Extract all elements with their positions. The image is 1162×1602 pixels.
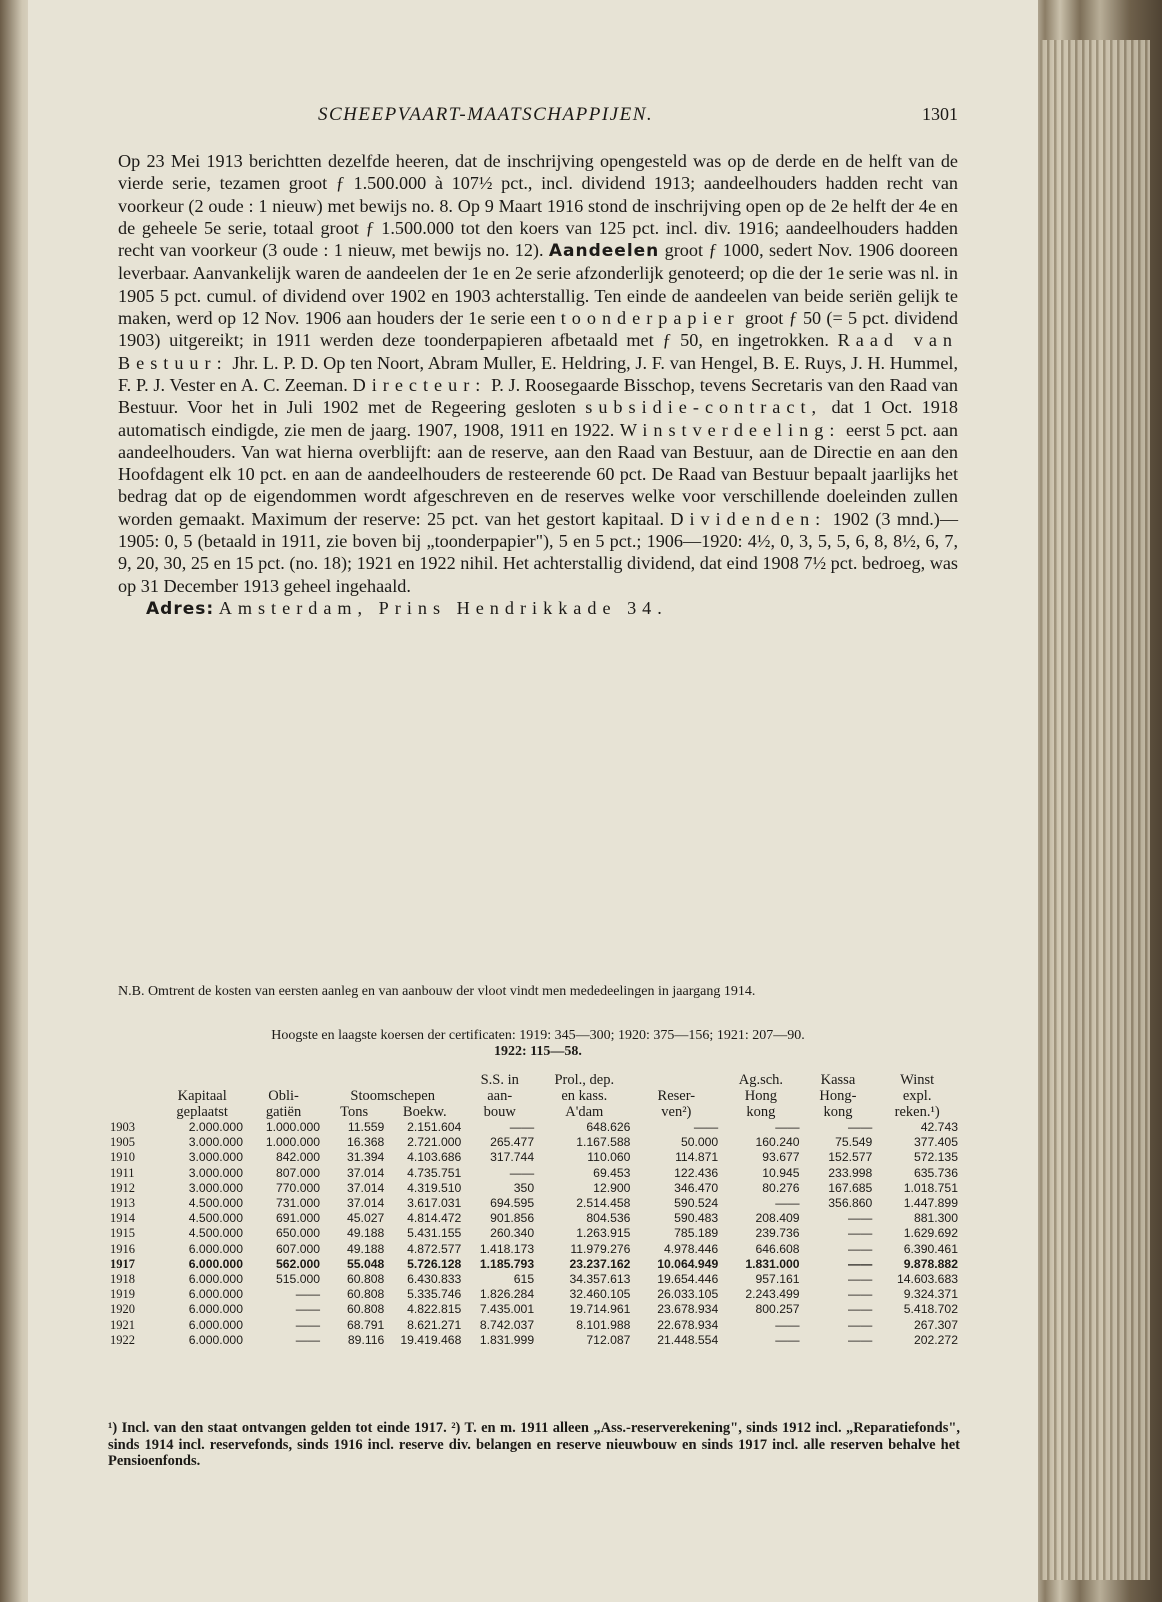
col-tons-header: Tons (340, 1104, 369, 1120)
cell-prol: 8.101.988 (576, 1317, 631, 1332)
cell-kas: —— (847, 1256, 873, 1271)
cell-year: 1905 (110, 1135, 135, 1150)
cell-tons: 37.014 (347, 1165, 385, 1180)
cell-kap: 4.500.000 (188, 1196, 243, 1211)
cell-winst: 1.018.751 (903, 1180, 958, 1195)
cell-ag: 800.257 (755, 1302, 800, 1317)
cell-kas: 167.685 (828, 1180, 873, 1195)
cell-ss: 1.418.173 (479, 1241, 535, 1256)
label-adres: Adres: (146, 598, 215, 619)
text-p1f: dat 1 Oct. 1918 automatisch eindigde, zie men de jaarg. 1907, 1908, 1911 en 1922. (118, 397, 959, 440)
cell-ag: 646.608 (755, 1241, 800, 1256)
cell-boekw: 4.103.686 (407, 1150, 462, 1165)
cell-obl: 1.000.000 (265, 1120, 321, 1134)
cell-tons: 45.027 (347, 1211, 385, 1226)
cell-res: 22.678.934 (657, 1317, 719, 1332)
cell-ag: 208.409 (755, 1211, 800, 1226)
cell-prol: 32.460.105 (569, 1287, 631, 1302)
cell-boekw: 3.617.031 (407, 1196, 462, 1211)
cell-res: 785.189 (674, 1226, 719, 1241)
col-kas-header-3: kong (823, 1104, 853, 1120)
cell-prol: 712.087 (586, 1332, 631, 1347)
cell-ss: 694.595 (490, 1196, 535, 1211)
address-value: Amsterdam, Prins Hendrikkade 34. (218, 597, 668, 618)
cell-res: 50.000 (680, 1135, 719, 1150)
cell-obl: —— (295, 1332, 321, 1347)
footnote-2-text: ²) T. en m. 1911 alleen „Ass.-reserverekening", sinds 1912 incl. „Reparatiefonds", sinds 1914 incl. reservefonds, sinds 1916 incl. reserve div. belangen en reserve nieuwbouw en sinds 1917 incl. alle reserven behalve het Pensioenfonds. (108, 1420, 961, 1469)
col-prol-header-3: A'dam (565, 1104, 604, 1120)
cell-prol: 1.263.915 (576, 1226, 631, 1241)
table-row (108, 1242, 960, 1257)
col-ag-header-2: Hong (744, 1088, 777, 1104)
cell-kas: —— (847, 1211, 873, 1226)
cell-res: 590.483 (674, 1211, 719, 1226)
table-row (108, 1196, 960, 1211)
cell-kas: —— (847, 1226, 873, 1241)
col-winst-header-2: expl. (902, 1088, 932, 1104)
cell-obl: 650.000 (276, 1226, 321, 1241)
label-toonderpapier: toonderpapier (560, 308, 740, 329)
cell-boekw: 6.430.833 (407, 1272, 462, 1287)
text-p1c: groot ƒ 50 (= 5 pct. dividend 1903) uitgereikt; in 1911 werden deze toonderpapieren afbetaald met ƒ 50, en ingetrokken. (118, 308, 959, 351)
cell-ss: 1.826.284 (479, 1287, 535, 1302)
cell-year: 1912 (110, 1180, 135, 1195)
cell-kap: 4.500.000 (188, 1211, 243, 1226)
table-row (108, 1272, 960, 1287)
table-header-row-3 (108, 1104, 960, 1120)
address-line (118, 597, 958, 620)
cell-winst: 42.743 (920, 1120, 958, 1134)
col-stoomschepen-header: Stoomschepen (350, 1088, 435, 1104)
cell-res: 590.524 (674, 1196, 719, 1211)
table-row (108, 1181, 960, 1196)
table-row (108, 1318, 960, 1333)
cell-res: 10.064.949 (657, 1256, 719, 1271)
cell-ss: 615 (513, 1272, 535, 1287)
text-p1g: eerst 5 pct. aan aandeelhouders. Van wat hierna overblijft: aan de reserve, aan den Raad van Bestuur, aan de Directie en aan den Hoofdagent elk 10 pct. en aan de aandeelhouders de resteerende 60 pct. De Raad van Bestuur bepaalt jaarlijks het bedrag dat op de eigendommen wordt afgeschreven en de reserves welke voor verschillende doeleinden zullen worden gemaakt. Maximum der reserve: 25 pct. van het gestort kapitaal. (118, 419, 959, 529)
cell-res: 19.654.446 (657, 1272, 719, 1287)
cell-res: 26.033.105 (657, 1287, 719, 1302)
cell-winst: 202.272 (913, 1332, 958, 1347)
cell-year: 1914 (110, 1211, 135, 1226)
cell-res: —— (693, 1120, 719, 1134)
col-prol-header-2: en kass. (561, 1088, 608, 1104)
cell-kap: 6.000.000 (188, 1241, 243, 1256)
cell-kap: 3.000.000 (188, 1180, 243, 1195)
cell-obl: 515.000 (276, 1272, 321, 1287)
cell-kas: —— (847, 1302, 873, 1317)
label-subsidie-contract: subsidie-contract, (585, 397, 823, 418)
cell-boekw: 5.335.746 (407, 1287, 462, 1302)
cell-boekw: 4.319.510 (407, 1180, 462, 1195)
cell-tons: 37.014 (347, 1180, 385, 1195)
cell-prol: 34.357.613 (569, 1272, 631, 1287)
table-header-row-1 (108, 1072, 960, 1088)
col-winst-header-1: Winst (900, 1072, 935, 1088)
cell-winst: 1.447.899 (903, 1196, 958, 1211)
cell-winst: 635.736 (913, 1165, 958, 1180)
financial-table (108, 1072, 960, 1348)
cell-kas: —— (847, 1287, 873, 1302)
cell-winst: 881.300 (913, 1211, 958, 1226)
col-obligatien-header-1: Obli- (268, 1088, 299, 1104)
cell-obl: 562.000 (276, 1256, 321, 1271)
col-ag-header-3: kong (746, 1104, 776, 1120)
cell-winst: 6.390.461 (903, 1241, 958, 1256)
cell-tons: 11.559 (347, 1120, 385, 1134)
cell-year: 1916 (110, 1241, 135, 1256)
cell-ag: —— (775, 1196, 800, 1211)
cell-tons: 49.188 (347, 1226, 385, 1241)
cell-ag: —— (775, 1317, 800, 1332)
cell-boekw: 8.621.271 (407, 1317, 462, 1332)
label-dividenden: Dividenden: (670, 508, 827, 529)
body-text (118, 150, 958, 620)
col-winst-header-3: reken.¹) (894, 1104, 940, 1120)
cell-obl: —— (295, 1302, 321, 1317)
cell-tons: 31.394 (347, 1150, 385, 1165)
cell-ss: 265.477 (490, 1135, 535, 1150)
cell-winst: 572.135 (913, 1150, 958, 1165)
running-title: SCHEEPVAART-MAATSCHAPPIJEN. (318, 104, 654, 125)
cell-prol: 11.979.276 (570, 1241, 631, 1256)
cell-obl: 691.000 (276, 1211, 321, 1226)
cell-ss: 8.742.037 (479, 1317, 535, 1332)
cell-res: 122.436 (674, 1165, 719, 1180)
cell-res: 4.978.446 (663, 1241, 719, 1256)
cell-kap: 3.000.000 (188, 1165, 243, 1180)
table-row (108, 1226, 960, 1241)
cell-boekw: 4.814.472 (407, 1211, 462, 1226)
cell-prol: 804.536 (586, 1211, 631, 1226)
cell-kap: 6.000.000 (188, 1317, 243, 1332)
col-kapitaal-header-1: Kapitaal (177, 1088, 227, 1104)
cell-prol: 648.626 (586, 1120, 631, 1134)
cell-boekw: 5.431.155 (407, 1226, 462, 1241)
col-ss-header-1: S.S. in (480, 1072, 519, 1088)
price-range-line-2: 1922: 115—58. (494, 1044, 582, 1059)
cell-kap: 2.000.000 (188, 1120, 243, 1134)
cell-prol: 69.453 (593, 1165, 631, 1180)
cell-boekw: 19.419.468 (400, 1332, 462, 1347)
cell-tons: 37.014 (347, 1196, 385, 1211)
label-aandeelen: Aandeelen (548, 241, 660, 262)
table-row (108, 1166, 960, 1181)
cell-tons: 60.808 (347, 1272, 385, 1287)
cell-obl: 607.000 (276, 1241, 321, 1256)
table-row (108, 1120, 960, 1135)
cell-ag: —— (775, 1120, 800, 1134)
label-raad-van-bestuur: Raad van Bestuur: (118, 330, 958, 373)
cell-year: 1910 (110, 1150, 135, 1165)
col-reserven-header-1: Reser- (657, 1088, 696, 1104)
cell-obl: 807.000 (276, 1165, 321, 1180)
cell-boekw: 2.721.000 (407, 1135, 462, 1150)
cell-kap: 4.500.000 (188, 1226, 243, 1241)
text-p1h: 1902 (3 mnd.)—1905: 0, 5 (betaald in 1911, zie boven bij „toonderpapier"), 5 en 5 pct.; 1906—1920: 4½, 0, 3, 5, 5, 6, 8, 8½, 6, 7, 9, 20, 30, 25 en 15 pct. (no. 18); 1921 en 1922 nihil. Het achterstallig dividend, dat eind 1908 7½ pct. bedroeg, was op 31 December 1913 geheel ingehaald. (118, 508, 959, 596)
cell-prol: 19.714.961 (569, 1302, 631, 1317)
text-p1d: Jhr. L. P. D. Op ten Noort, Abram Muller, E. Heldring, J. F. van Hengel, B. E. Ruys, J. H. Hummel, F. P. J. Vester en A. C. Zeeman. (118, 352, 958, 395)
cell-year: 1913 (110, 1196, 135, 1211)
cell-boekw: 4.735.751 (407, 1165, 462, 1180)
col-obligatien-header-2: gatiën (265, 1104, 302, 1120)
cell-ss: 1.831.999 (479, 1332, 535, 1347)
cell-boekw: 4.822.815 (407, 1302, 462, 1317)
cell-obl: 1.000.000 (265, 1135, 321, 1150)
footnote-1-text: ¹) Incl. van den staat ontvangen gelden tot einde 1917. (108, 1420, 447, 1436)
cell-obl: 770.000 (276, 1180, 321, 1195)
cell-tons: 60.808 (347, 1287, 385, 1302)
cell-kas: 233.998 (828, 1165, 873, 1180)
cell-year: 1921 (110, 1317, 135, 1332)
table-row (108, 1211, 960, 1226)
cell-ss: 260.340 (490, 1226, 535, 1241)
cell-winst: 1.629.692 (903, 1226, 958, 1241)
table-row (108, 1150, 960, 1165)
cell-kas: 356.860 (828, 1196, 873, 1211)
text-p1b: groot ƒ 1000, sedert Nov. 1906 dooreen leverbaar. Aanvankelijk waren de aandeelen der 1e en 2e serie afzonderlijk genoteerd; op die der 1e serie was nl. in 1905 5 pct. cumul. of dividend over 1902 en 1903 achterstallig. Ten einde de aandeelen van beide seriën gelijk te maken, werd op 12 Nov. 1906 aan houders der 1e serie een (118, 240, 958, 329)
cell-prol: 2.514.458 (576, 1196, 631, 1211)
cell-year: 1915 (110, 1226, 135, 1241)
cell-obl: 842.000 (276, 1150, 321, 1165)
cell-kas: 75.549 (835, 1135, 873, 1150)
cell-tons: 16.368 (347, 1135, 385, 1150)
cell-ag: 80.276 (762, 1180, 800, 1195)
cell-res: 21.448.554 (657, 1332, 719, 1347)
cell-year: 1922 (110, 1332, 135, 1347)
table-row (108, 1135, 960, 1150)
cell-tons: 60.808 (347, 1302, 385, 1317)
cell-kap: 6.000.000 (188, 1302, 243, 1317)
cell-kap: 6.000.000 (188, 1332, 243, 1347)
table-row (108, 1257, 960, 1272)
col-kapitaal-header-2: geplaatst (176, 1104, 228, 1120)
cell-ss: 7.435.001 (479, 1302, 535, 1317)
label-directeur: Directeur: (352, 374, 487, 395)
cell-ag: 93.677 (762, 1150, 800, 1165)
nb-note: N.B. Omtrent de kosten van eersten aanleg en van aanbouw der vloot vindt men mededeelingen in jaargang 1914. (118, 984, 756, 999)
label-winstverdeeling: Winstverdeeling: (619, 419, 841, 440)
cell-boekw: 2.151.604 (407, 1120, 462, 1134)
cell-tons: 55.048 (347, 1256, 385, 1271)
cell-winst: 267.307 (913, 1317, 958, 1332)
cell-kap: 3.000.000 (188, 1135, 243, 1150)
cell-year: 1917 (110, 1256, 135, 1271)
col-reserven-header-2: ven²) (661, 1104, 692, 1120)
cell-ss: 317.744 (490, 1150, 535, 1165)
cell-winst: 9.324.371 (903, 1287, 958, 1302)
cell-kap: 6.000.000 (188, 1272, 243, 1287)
cell-ss: 350 (513, 1180, 535, 1195)
cell-obl: 731.000 (276, 1196, 321, 1211)
table-row (108, 1333, 960, 1348)
cell-ag: 2.243.499 (745, 1287, 800, 1302)
page-edges (1040, 40, 1150, 1580)
cell-kas: 152.577 (828, 1150, 873, 1165)
cell-tons: 89.116 (347, 1332, 385, 1347)
col-ss-header-3: bouw (483, 1104, 516, 1120)
col-kas-header-1: Kassa (820, 1072, 856, 1088)
cell-kap: 6.000.000 (188, 1287, 243, 1302)
cell-ag: 160.240 (755, 1135, 800, 1150)
cell-kas: —— (847, 1332, 873, 1347)
price-range-line-1: Hoogste en laagste koersen der certificaten: 1919: 345—300; 1920: 375—156; 1921: 207—90. (271, 1028, 805, 1043)
footnote-1 (108, 1420, 960, 1470)
col-prol-header-1: Prol., dep. (554, 1072, 615, 1088)
cell-kap: 3.000.000 (188, 1150, 243, 1165)
cell-kas: —— (847, 1120, 873, 1134)
cell-kas: —— (847, 1317, 873, 1332)
cell-prol: 23.237.162 (569, 1256, 631, 1271)
table-footnotes (108, 1420, 960, 1470)
cell-prol: 110.060 (587, 1150, 631, 1165)
cell-ag: 10.945 (762, 1165, 800, 1180)
cell-year: 1903 (110, 1120, 135, 1134)
cell-kas: —— (847, 1272, 873, 1287)
cell-kas: —— (847, 1241, 873, 1256)
cell-ag: —— (775, 1332, 800, 1347)
cell-res: 23.678.934 (657, 1302, 719, 1317)
cell-prol: 12.900 (593, 1180, 631, 1195)
cell-tons: 68.791 (347, 1317, 385, 1332)
page-number: 1301 (922, 104, 958, 124)
cell-boekw: 5.726.128 (407, 1256, 462, 1271)
cell-year: 1918 (110, 1272, 135, 1287)
cell-winst: 14.603.683 (897, 1272, 958, 1287)
text-p1: Op 23 Mei 1913 berichtten dezelfde heeren, dat de inschrijving opengesteld was op de derde en de helft van de vierde serie, tezamen groot ƒ 1.500.000 à 107½ pct., incl. dividend 1913; aandeelhouders hadden recht van voorkeur (2 oude : 1 nieuw) met bewijs no. 8. Op 9 Maart 1916 stond de inschrijving open op de 2e helft der 4e en de geheele 5e serie, totaal groot ƒ 1.500.000 tot den koers van 125 pct. incl. div. 1916; aandeelhouders hadden recht van voorkeur (3 oude : 1 nieuw, met bewijs no. 12). (118, 151, 958, 261)
cell-obl: —— (295, 1287, 321, 1302)
cell-year: 1920 (110, 1302, 135, 1317)
text-p1e: P. J. Roosegaarde Bisschop, tevens Secretaris van den Raad van Bestuur. Voor het in Juli 1902 met de Regeering gesloten (118, 374, 959, 418)
cell-ss: 901.856 (490, 1211, 535, 1226)
cell-ss: —— (509, 1120, 535, 1134)
cell-year: 1919 (110, 1287, 135, 1302)
cell-ag: 239.736 (755, 1226, 800, 1241)
cell-res: 346.470 (674, 1180, 719, 1195)
cell-winst: 377.405 (913, 1135, 958, 1150)
col-kas-header-2: Hong- (819, 1088, 857, 1104)
cell-ag: 957.161 (755, 1272, 800, 1287)
cell-winst: 9.878.882 (903, 1256, 958, 1271)
cell-ss: —— (509, 1165, 535, 1180)
cell-prol: 1.167.588 (576, 1135, 631, 1150)
cell-kap: 6.000.000 (188, 1256, 243, 1271)
col-boekw-header: Boekw. (402, 1104, 447, 1120)
table-row (108, 1287, 960, 1302)
col-ss-header-2: aan- (487, 1088, 513, 1104)
cell-boekw: 4.872.577 (407, 1241, 462, 1256)
col-ag-header-1: Ag.sch. (738, 1072, 784, 1088)
running-header (198, 104, 958, 128)
main-paragraph (118, 150, 958, 597)
financial-table-body (108, 1120, 960, 1348)
cell-tons: 49.188 (347, 1241, 385, 1256)
table-header-row-2 (108, 1088, 960, 1104)
cell-obl: —— (295, 1317, 321, 1332)
table-row (108, 1302, 960, 1317)
cell-ss: 1.185.793 (479, 1256, 535, 1271)
cell-res: 114.871 (675, 1150, 719, 1165)
cell-ag: 1.831.000 (745, 1256, 800, 1271)
cell-year: 1911 (110, 1165, 135, 1180)
cell-winst: 5.418.702 (903, 1302, 958, 1317)
price-range-note (118, 1028, 958, 1060)
